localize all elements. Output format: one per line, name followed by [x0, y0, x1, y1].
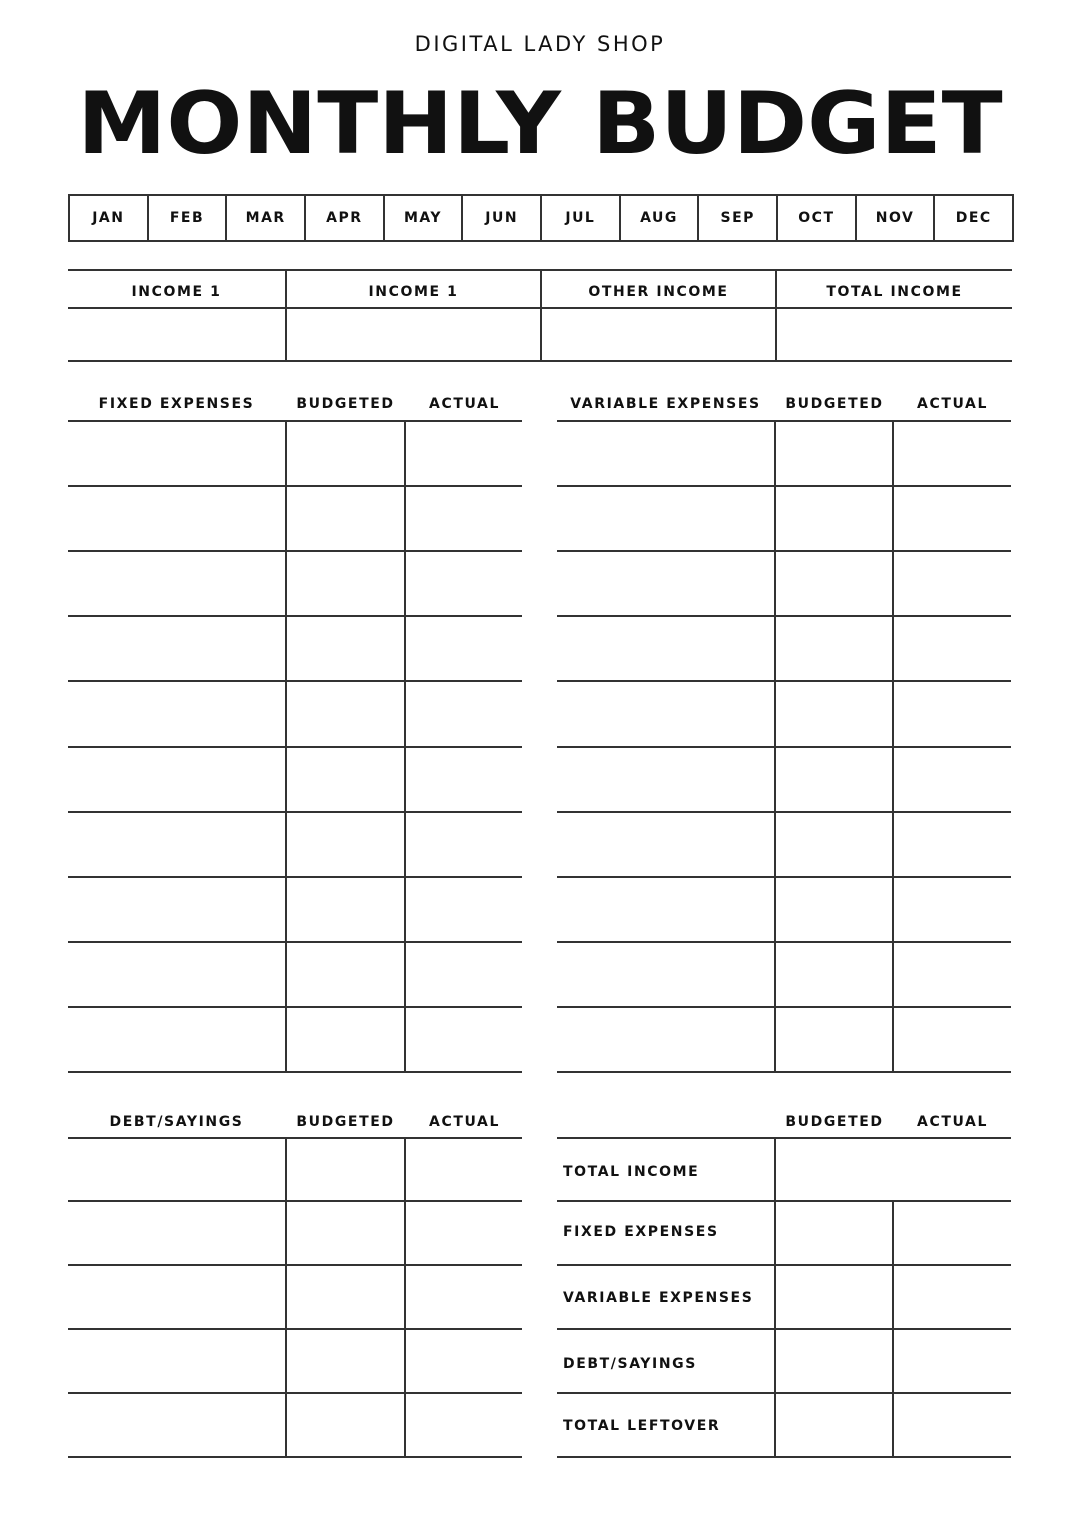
variable-expenses-header: VARIABLE EXPENSES: [570, 396, 761, 412]
debt-savings-cell[interactable]: [70, 1266, 285, 1328]
summary-cell[interactable]: [894, 1266, 1011, 1328]
variable-expenses-cell[interactable]: [776, 1008, 892, 1071]
variable-expenses-cell[interactable]: [559, 422, 774, 485]
variable-expenses-cell[interactable]: [559, 617, 774, 680]
fixed-expenses-cell[interactable]: [406, 487, 522, 550]
variable-expenses-cell[interactable]: [894, 422, 1011, 485]
fixed-expenses-cell[interactable]: [287, 878, 404, 941]
fixed-expenses-cell[interactable]: [70, 682, 285, 746]
summary-row-fixed-expenses: FIXED EXPENSES: [563, 1224, 719, 1240]
variable-expenses-cell[interactable]: [894, 943, 1011, 1006]
total-income-header: TOTAL INCOME: [826, 284, 963, 300]
summary-cell[interactable]: [894, 1202, 1011, 1264]
variable-expenses-cell[interactable]: [894, 487, 1011, 550]
month-jan[interactable]: JAN: [92, 210, 125, 226]
income-1-header: INCOME 1: [131, 284, 222, 300]
month-sep[interactable]: SEP: [697, 196, 776, 240]
other-income-field[interactable]: [542, 309, 775, 360]
month-selector: [68, 194, 1014, 242]
fixed-expenses-cell[interactable]: [287, 943, 404, 1006]
debt-savings-cell[interactable]: [287, 1330, 404, 1392]
income-1-field[interactable]: [68, 309, 285, 360]
variable-expenses-cell[interactable]: [559, 1008, 774, 1071]
variable-expenses-cell[interactable]: [894, 748, 1011, 811]
fixed-expenses-cell[interactable]: [70, 943, 285, 1006]
debt-savings-cell[interactable]: [406, 1394, 522, 1456]
debt-savings-cell[interactable]: [287, 1139, 404, 1200]
summary-cell[interactable]: [894, 1394, 1011, 1456]
fixed-expenses-rule: [68, 1071, 522, 1073]
shop-name: DIGITAL LADY SHOP: [414, 32, 666, 56]
fixed-expenses-cell[interactable]: [406, 813, 522, 876]
fixed-expenses-cell[interactable]: [70, 487, 285, 550]
summary-cell[interactable]: [776, 1330, 892, 1392]
debt-savings-cell[interactable]: [406, 1266, 522, 1328]
fixed-budgeted-header: BUDGETED: [296, 396, 395, 412]
variable-expenses-rule: [557, 1071, 1011, 1073]
month-mar[interactable]: MAR: [225, 196, 304, 240]
variable-expenses-cell[interactable]: [776, 878, 892, 941]
month-feb[interactable]: FEB: [147, 196, 226, 240]
summary-row-debt-savings: DEBT/SAYINGS: [563, 1356, 697, 1372]
debt-savings-cell[interactable]: [70, 1330, 285, 1392]
summary-cell[interactable]: [894, 1139, 1011, 1200]
variable-expenses-cell[interactable]: [559, 943, 774, 1006]
variable-expenses-cell[interactable]: [894, 682, 1011, 746]
variable-expenses-cell[interactable]: [894, 617, 1011, 680]
variable-expenses-cell[interactable]: [776, 422, 892, 485]
summary-row-variable-expenses: VARIABLE EXPENSES: [563, 1290, 754, 1306]
fixed-expenses-cell[interactable]: [406, 1008, 522, 1071]
fixed-expenses-cell[interactable]: [70, 813, 285, 876]
variable-expenses-cell[interactable]: [559, 682, 774, 746]
variable-expenses-cell[interactable]: [894, 1008, 1011, 1071]
summary-cell[interactable]: [776, 1394, 892, 1456]
summary-cell[interactable]: [776, 1202, 892, 1264]
fixed-expenses-cell[interactable]: [70, 552, 285, 615]
summary-cell[interactable]: [776, 1139, 892, 1200]
page-title: MONTHLY BUDGET: [77, 74, 1003, 174]
variable-expenses-cell[interactable]: [894, 552, 1011, 615]
fixed-expenses-cell[interactable]: [406, 682, 522, 746]
month-apr[interactable]: APR: [304, 196, 383, 240]
total-income-field[interactable]: [777, 309, 1012, 360]
debt-savings-cell[interactable]: [70, 1394, 285, 1456]
fixed-expenses-cell[interactable]: [70, 1008, 285, 1071]
variable-expenses-cell[interactable]: [776, 682, 892, 746]
variable-expenses-cell[interactable]: [559, 552, 774, 615]
variable-expenses-cell[interactable]: [776, 748, 892, 811]
variable-expenses-cell[interactable]: [776, 487, 892, 550]
variable-expenses-cell[interactable]: [559, 813, 774, 876]
fixed-expenses-cell[interactable]: [70, 748, 285, 811]
month-dec[interactable]: DEC: [933, 196, 1012, 240]
debt-savings-header: DEBT/SAYINGS: [109, 1114, 244, 1130]
summary-rule: [557, 1456, 1011, 1458]
variable-expenses-cell[interactable]: [894, 878, 1011, 941]
fixed-expenses-cell[interactable]: [406, 552, 522, 615]
fixed-expenses-cell[interactable]: [70, 878, 285, 941]
fixed-expenses-cell[interactable]: [406, 878, 522, 941]
income-2-field[interactable]: [287, 309, 540, 360]
fixed-expenses-cell[interactable]: [287, 552, 404, 615]
fixed-expenses-cell[interactable]: [287, 487, 404, 550]
debt-savings-rule: [68, 1456, 522, 1458]
summary-row-total-income: TOTAL INCOME: [563, 1164, 700, 1180]
debt-savings-cell[interactable]: [70, 1202, 285, 1264]
debt-budgeted-header: BUDGETED: [296, 1114, 395, 1130]
variable-expenses-cell[interactable]: [776, 617, 892, 680]
debt-savings-cell[interactable]: [287, 1394, 404, 1456]
variable-expenses-cell[interactable]: [559, 878, 774, 941]
fixed-expenses-cell[interactable]: [406, 617, 522, 680]
variable-expenses-cell[interactable]: [894, 813, 1011, 876]
fixed-expenses-cell[interactable]: [406, 943, 522, 1006]
debt-savings-cell[interactable]: [406, 1139, 522, 1200]
variable-expenses-cell[interactable]: [559, 748, 774, 811]
fixed-actual-header: ACTUAL: [429, 396, 500, 412]
fixed-expenses-cell[interactable]: [287, 422, 404, 485]
debt-savings-cell[interactable]: [406, 1202, 522, 1264]
debt-savings-cell[interactable]: [70, 1139, 285, 1200]
summary-actual-header: ACTUAL: [917, 1114, 988, 1130]
debt-actual-header: ACTUAL: [429, 1114, 500, 1130]
month-jun[interactable]: JUN: [461, 196, 540, 240]
variable-expenses-cell[interactable]: [776, 943, 892, 1006]
variable-expenses-cell[interactable]: [776, 813, 892, 876]
summary-row-total-leftover: TOTAL LEFTOVER: [563, 1418, 721, 1434]
month-aug[interactable]: AUG: [619, 196, 698, 240]
summary-budgeted-header: BUDGETED: [785, 1114, 884, 1130]
debt-savings-cell[interactable]: [406, 1330, 522, 1392]
fixed-expenses-header: FIXED EXPENSES: [98, 396, 255, 412]
other-income-header: OTHER INCOME: [588, 284, 729, 300]
fixed-expenses-cell[interactable]: [287, 1008, 404, 1071]
debt-savings-cell[interactable]: [287, 1202, 404, 1264]
income-2-header: INCOME 1: [368, 284, 459, 300]
month-jul[interactable]: JUL: [540, 196, 619, 240]
variable-expenses-cell[interactable]: [776, 552, 892, 615]
month-may[interactable]: MAY: [383, 196, 462, 240]
variable-actual-header: ACTUAL: [917, 396, 988, 412]
month-nov[interactable]: NOV: [855, 196, 934, 240]
debt-savings-cell[interactable]: [287, 1266, 404, 1328]
summary-cell[interactable]: [776, 1266, 892, 1328]
month-oct[interactable]: OCT: [776, 196, 855, 240]
variable-expenses-cell[interactable]: [559, 487, 774, 550]
fixed-expenses-cell[interactable]: [70, 422, 285, 485]
fixed-expenses-cell[interactable]: [70, 617, 285, 680]
summary-cell[interactable]: [894, 1330, 1011, 1392]
fixed-expenses-cell[interactable]: [287, 813, 404, 876]
variable-budgeted-header: BUDGETED: [785, 396, 884, 412]
fixed-expenses-cell[interactable]: [406, 422, 522, 485]
fixed-expenses-cell[interactable]: [287, 748, 404, 811]
fixed-expenses-cell[interactable]: [406, 748, 522, 811]
fixed-expenses-cell[interactable]: [287, 682, 404, 746]
fixed-expenses-cell[interactable]: [287, 617, 404, 680]
